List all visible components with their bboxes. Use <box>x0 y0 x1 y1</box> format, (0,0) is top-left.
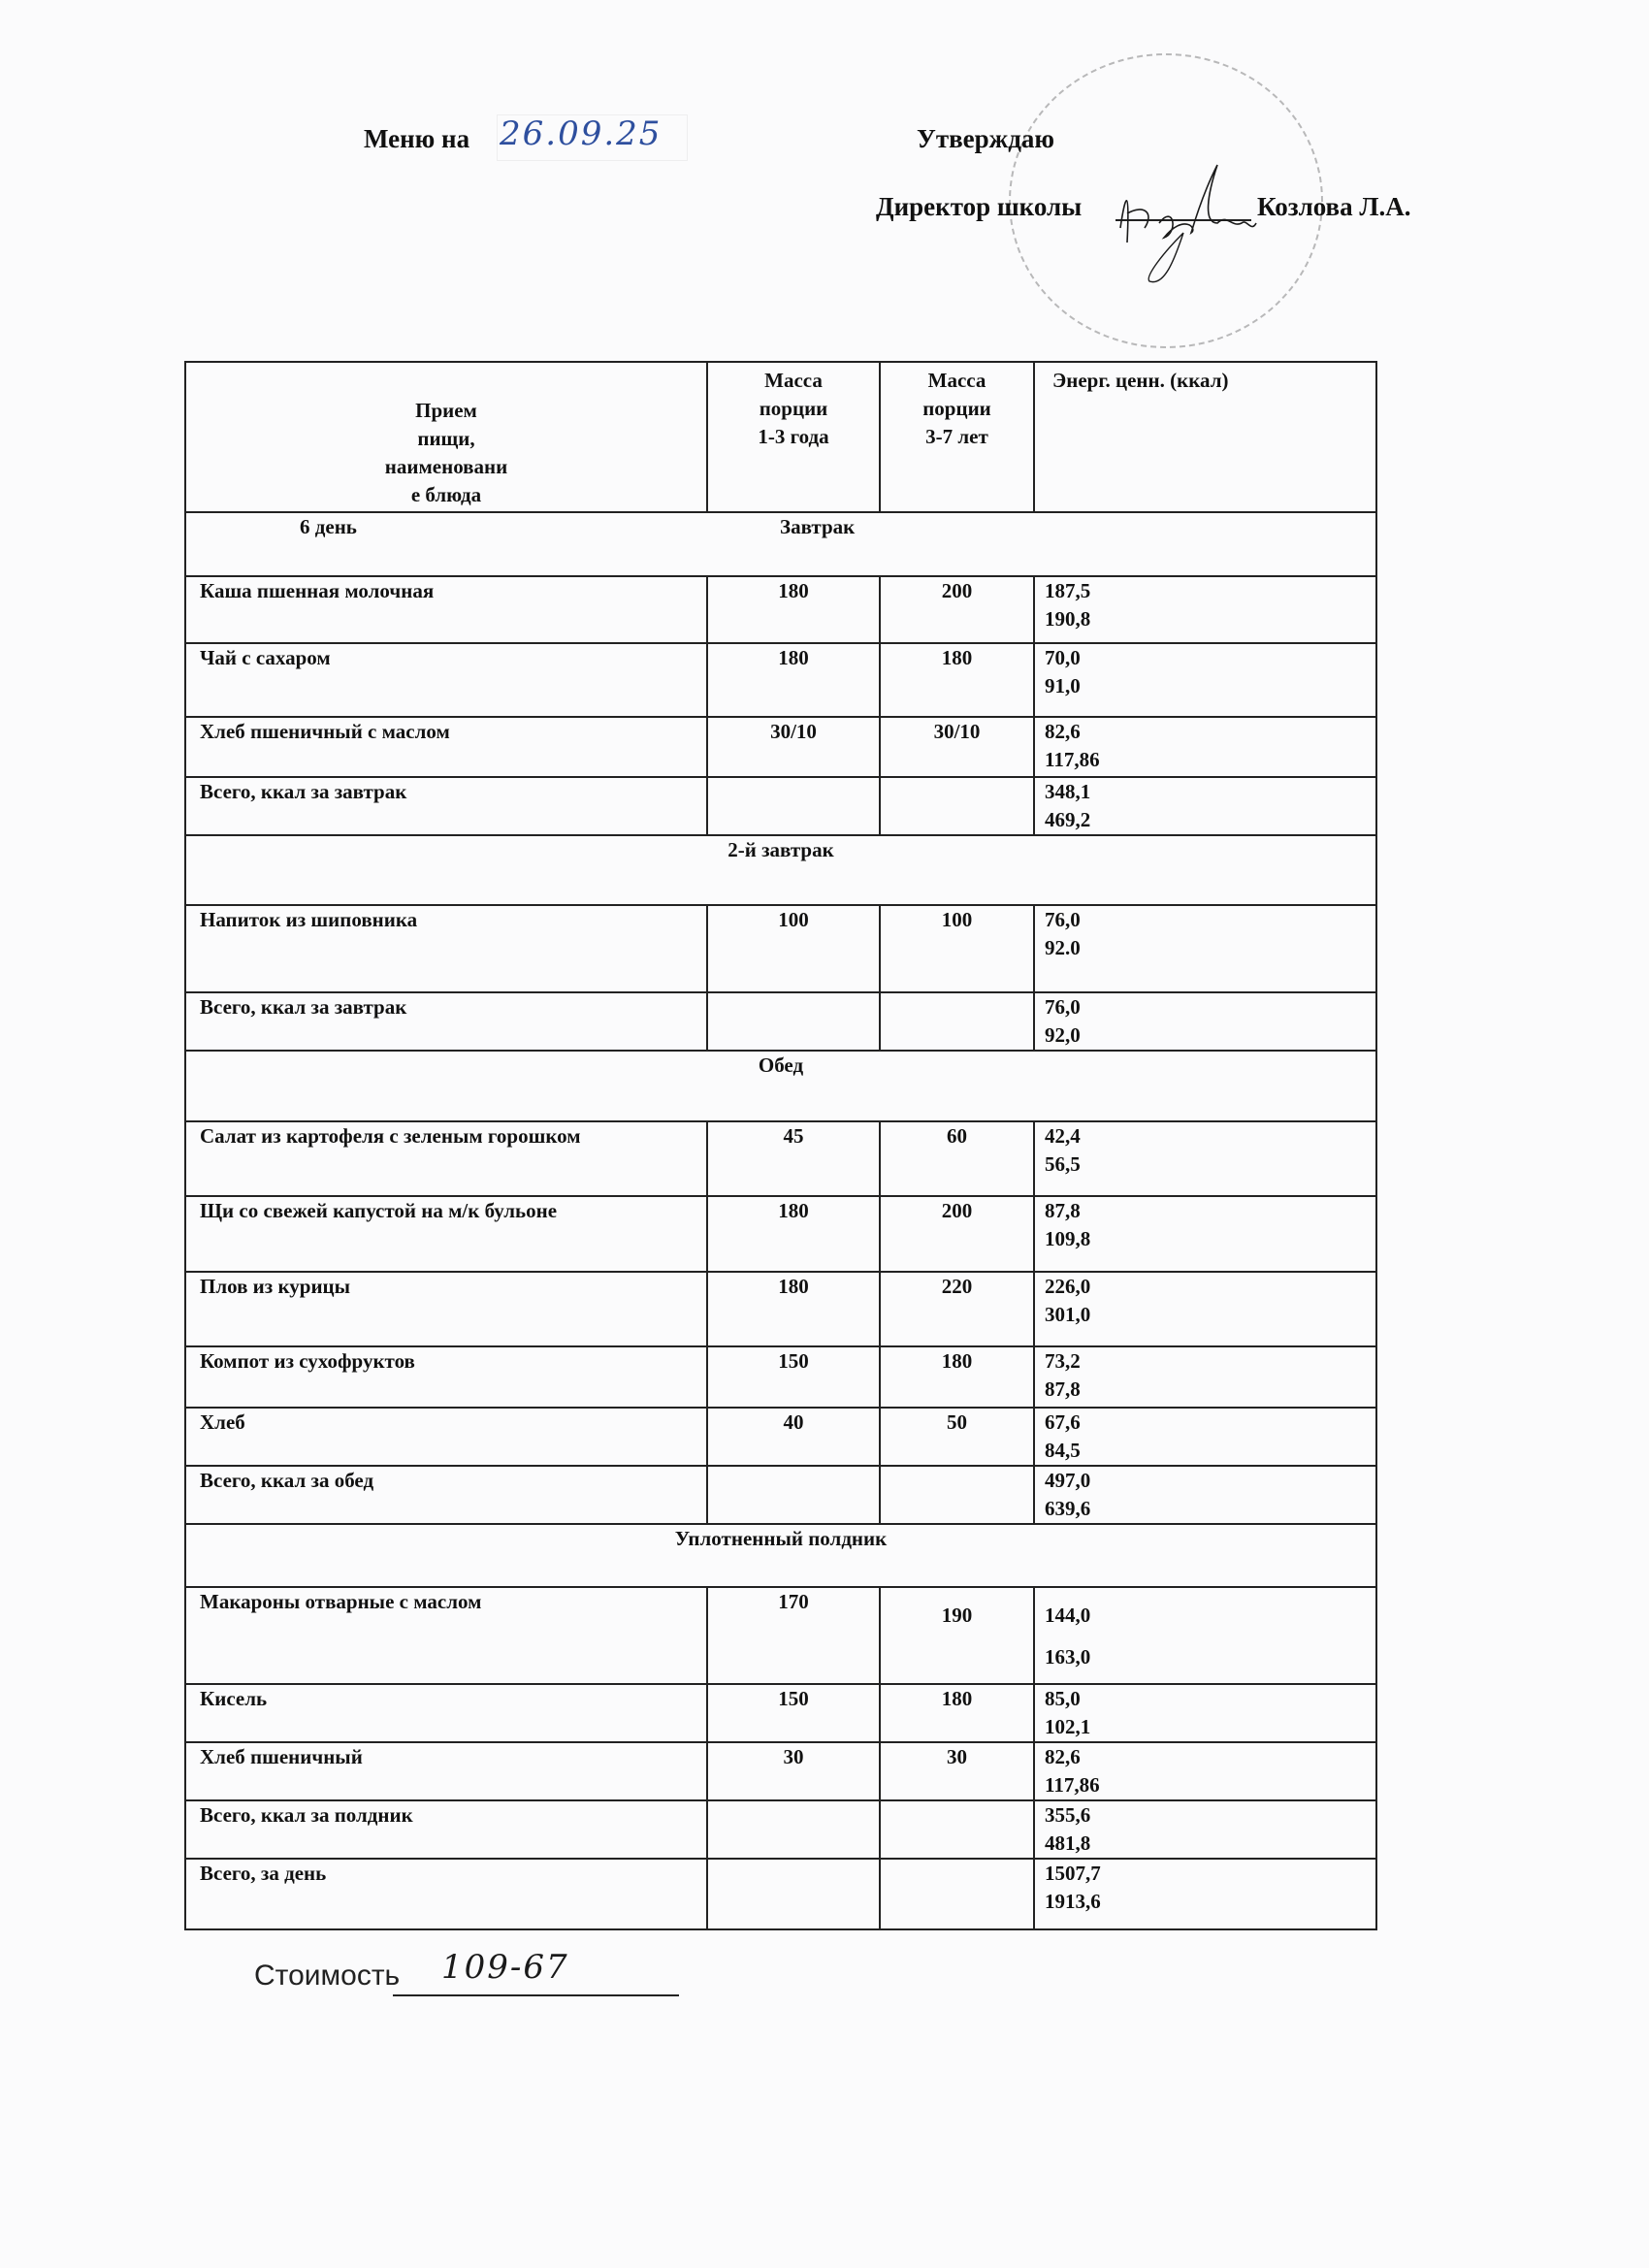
header-mass-3-7 <box>880 362 1034 512</box>
mass-3-7 <box>880 717 1034 777</box>
mass-3-7 <box>880 1859 1034 1929</box>
mass-1-3 <box>707 1742 880 1800</box>
energy <box>1034 576 1376 643</box>
energy <box>1034 717 1376 777</box>
mass-1-3-value: 30 <box>783 1745 804 1768</box>
header-line: порции <box>922 397 991 420</box>
section-row <box>185 835 1376 905</box>
section-row <box>185 1524 1376 1587</box>
header-name-line: наименовани <box>384 455 508 478</box>
energy <box>1034 1121 1376 1196</box>
mass-3-7 <box>880 777 1034 835</box>
mass-1-3 <box>707 1272 880 1346</box>
table-row <box>185 1587 1376 1684</box>
energy-value: 348,1 <box>1045 780 1091 803</box>
table-row <box>185 1684 1376 1742</box>
energy-value: 73,2 <box>1045 1349 1081 1373</box>
mass-3-7 <box>880 1121 1034 1196</box>
section-title: Уплотненный полдник <box>674 1527 888 1550</box>
section-cell <box>185 1051 1376 1121</box>
energy-value: 144,0 <box>1045 1604 1091 1627</box>
mass-1-3-value: 40 <box>783 1410 804 1434</box>
mass-3-7 <box>880 992 1034 1051</box>
mass-1-3-value: 150 <box>778 1349 809 1373</box>
energy-value: 301,0 <box>1045 1303 1091 1326</box>
header-line: порции <box>759 397 828 420</box>
header-energy-label: Энерг. ценн. (ккал) <box>1052 369 1229 392</box>
header-name-line: пищи, <box>417 427 475 450</box>
energy <box>1034 1346 1376 1408</box>
section-title: 2-й завтрак <box>728 838 834 861</box>
header-name-line: е блюда <box>410 483 482 506</box>
energy-value: 76,0 <box>1045 995 1081 1019</box>
dish-name <box>185 1800 707 1859</box>
energy <box>1034 1272 1376 1346</box>
dish-name <box>185 1742 707 1800</box>
section-cell <box>185 512 1376 576</box>
date-field-box <box>497 114 688 161</box>
dish-name <box>185 643 707 717</box>
mass-1-3-value: 180 <box>778 1199 809 1222</box>
mass-3-7-value: 180 <box>941 1349 973 1373</box>
dish-name-value: Всего, ккал за завтрак <box>200 780 407 803</box>
energy <box>1034 992 1376 1051</box>
dish-name <box>185 1859 707 1929</box>
energy-value: 639,6 <box>1045 1497 1091 1520</box>
energy <box>1034 1684 1376 1742</box>
energy-value: 42,4 <box>1045 1124 1081 1148</box>
mass-3-7 <box>880 1742 1034 1800</box>
mass-1-3 <box>707 1800 880 1859</box>
mass-3-7 <box>880 1196 1034 1272</box>
dish-name <box>185 1196 707 1272</box>
director-signature <box>1106 155 1271 291</box>
energy-value: 92,0 <box>1045 1023 1081 1047</box>
header-line: 1-3 года <box>758 425 829 448</box>
cost-value: 109-67 <box>441 1948 569 1987</box>
table-row <box>185 777 1376 835</box>
header-line: Масса <box>927 369 986 392</box>
mass-1-3 <box>707 1346 880 1408</box>
energy-value: 56,5 <box>1045 1152 1081 1176</box>
mass-1-3 <box>707 1859 880 1929</box>
header-line: 3-7 лет <box>925 425 988 448</box>
dish-name-value: Плов из курицы <box>200 1275 351 1298</box>
dish-name <box>185 905 707 992</box>
dish-name-value: Чай с сахаром <box>200 646 331 669</box>
table-row <box>185 1346 1376 1408</box>
dish-name <box>185 576 707 643</box>
mass-3-7-value: 30 <box>947 1745 967 1768</box>
mass-1-3 <box>707 717 880 777</box>
energy-value: 87,8 <box>1045 1377 1081 1401</box>
dish-name-value: Салат из картофеля с зеленым горошком <box>200 1124 581 1148</box>
mass-3-7-value: 50 <box>947 1410 967 1434</box>
energy <box>1034 1466 1376 1524</box>
mass-1-3 <box>707 905 880 992</box>
mass-3-7-value: 220 <box>941 1275 973 1298</box>
menu-date: 26.09.25 <box>500 114 663 153</box>
mass-1-3 <box>707 992 880 1051</box>
menu-table <box>184 361 1377 1930</box>
dish-name <box>185 1466 707 1524</box>
energy-value: 190,8 <box>1045 607 1091 631</box>
table-row <box>185 643 1376 717</box>
mass-3-7-value: 100 <box>941 908 973 931</box>
mass-1-3 <box>707 576 880 643</box>
table-row <box>185 1196 1376 1272</box>
director-label: Директор школы <box>876 192 1083 221</box>
cost-label: Стоимость <box>254 1960 401 1992</box>
header-mass-1-3 <box>707 362 880 512</box>
mass-3-7 <box>880 1684 1034 1742</box>
dish-name-value: Всего, за день <box>200 1862 327 1885</box>
header-energy <box>1034 362 1376 512</box>
mass-1-3-value: 30/10 <box>770 720 817 743</box>
mass-3-7-value: 200 <box>941 579 973 602</box>
day-label: 6 день <box>300 515 357 538</box>
table-row <box>185 1859 1376 1929</box>
dish-name <box>185 992 707 1051</box>
energy <box>1034 643 1376 717</box>
mass-3-7 <box>880 1587 1034 1684</box>
mass-3-7 <box>880 1346 1034 1408</box>
table-row <box>185 905 1376 992</box>
energy-value: 226,0 <box>1045 1275 1091 1298</box>
mass-1-3 <box>707 1684 880 1742</box>
section-cell <box>185 835 1376 905</box>
energy-value: 117,86 <box>1045 1773 1100 1797</box>
energy <box>1034 1408 1376 1466</box>
energy <box>1034 1196 1376 1272</box>
mass-1-3 <box>707 1466 880 1524</box>
mass-3-7-value: 180 <box>941 646 973 669</box>
mass-1-3 <box>707 643 880 717</box>
energy <box>1034 1587 1376 1684</box>
table-row <box>185 1272 1376 1346</box>
dish-name <box>185 1346 707 1408</box>
dish-name-value: Всего, ккал за полдник <box>200 1803 413 1827</box>
table-row <box>185 1800 1376 1859</box>
mass-3-7 <box>880 643 1034 717</box>
mass-1-3 <box>707 1408 880 1466</box>
dish-name <box>185 717 707 777</box>
dish-name-value: Хлеб пшеничный с маслом <box>200 720 450 743</box>
dish-name-value: Щи со свежей капустой на м/к бульоне <box>200 1199 558 1222</box>
approve-label: Утверждаю <box>917 124 1055 153</box>
table-row <box>185 992 1376 1051</box>
mass-1-3 <box>707 1121 880 1196</box>
dish-name-value: Всего, ккал за завтрак <box>200 995 407 1019</box>
mass-3-7-value: 60 <box>947 1124 967 1148</box>
energy-value: 102,1 <box>1045 1715 1091 1738</box>
energy-value: 82,6 <box>1045 720 1081 743</box>
energy-value: 84,5 <box>1045 1439 1081 1462</box>
header-line: Масса <box>764 369 823 392</box>
dish-name <box>185 1408 707 1466</box>
mass-3-7 <box>880 1466 1034 1524</box>
table-row <box>185 717 1376 777</box>
dish-name-value: Напиток из шиповника <box>200 908 418 931</box>
energy-value: 87,8 <box>1045 1199 1081 1222</box>
energy-value: 67,6 <box>1045 1410 1081 1434</box>
energy <box>1034 777 1376 835</box>
mass-1-3-value: 180 <box>778 1275 809 1298</box>
energy-value: 70,0 <box>1045 646 1081 669</box>
table-header-row <box>185 362 1376 512</box>
mass-1-3 <box>707 1587 880 1684</box>
section-title: Обед <box>758 1053 804 1077</box>
mass-1-3-value: 45 <box>783 1124 804 1148</box>
section-row <box>185 1051 1376 1121</box>
mass-3-7-value: 180 <box>941 1687 973 1710</box>
table-row <box>185 1121 1376 1196</box>
energy-value: 469,2 <box>1045 808 1091 831</box>
mass-3-7 <box>880 905 1034 992</box>
mass-1-3-value: 150 <box>778 1687 809 1710</box>
dish-name <box>185 1684 707 1742</box>
mass-3-7 <box>880 1800 1034 1859</box>
mass-1-3 <box>707 1196 880 1272</box>
table-row <box>185 576 1376 643</box>
menu-label: Меню на <box>364 124 470 153</box>
mass-3-7-value: 30/10 <box>933 720 981 743</box>
energy <box>1034 1742 1376 1800</box>
mass-1-3-value: 180 <box>778 579 809 602</box>
table-row <box>185 1742 1376 1800</box>
header-name <box>185 362 707 512</box>
energy-value: 1913,6 <box>1045 1890 1101 1913</box>
section-cell <box>185 1524 1376 1587</box>
energy-value: 76,0 <box>1045 908 1081 931</box>
mass-3-7-value: 200 <box>941 1199 973 1222</box>
mass-3-7 <box>880 1272 1034 1346</box>
energy-value: 355,6 <box>1045 1803 1091 1827</box>
mass-3-7 <box>880 1408 1034 1466</box>
section-title: Завтрак <box>780 515 856 538</box>
energy <box>1034 1859 1376 1929</box>
energy-value: 92.0 <box>1045 936 1081 959</box>
dish-name-value: Макароны отварные с маслом <box>200 1590 482 1613</box>
energy <box>1034 1800 1376 1859</box>
energy-value: 85,0 <box>1045 1687 1081 1710</box>
energy-value: 91,0 <box>1045 674 1081 697</box>
energy-value: 1507,7 <box>1045 1862 1101 1885</box>
dish-name <box>185 777 707 835</box>
dish-name <box>185 1272 707 1346</box>
dish-name-value: Всего, ккал за обед <box>200 1469 374 1492</box>
mass-3-7 <box>880 576 1034 643</box>
mass-1-3-value: 100 <box>778 908 809 931</box>
dish-name-value: Хлеб пшеничный <box>200 1745 363 1768</box>
mass-1-3-value: 170 <box>778 1590 809 1613</box>
mass-1-3 <box>707 777 880 835</box>
director-name: Козлова Л.А. <box>1257 192 1411 221</box>
energy-value: 163,0 <box>1045 1645 1091 1669</box>
section-row <box>185 512 1376 576</box>
header-name-line: Прием <box>415 399 477 422</box>
energy-value: 117,86 <box>1045 748 1100 771</box>
mass-1-3-value: 180 <box>778 646 809 669</box>
dish-name <box>185 1121 707 1196</box>
energy <box>1034 905 1376 992</box>
energy-value: 109,8 <box>1045 1227 1091 1250</box>
table-row <box>185 1466 1376 1524</box>
mass-3-7-value: 190 <box>941 1604 973 1627</box>
dish-name-value: Кисель <box>200 1687 268 1710</box>
energy-value: 187,5 <box>1045 579 1091 602</box>
energy-value: 481,8 <box>1045 1831 1091 1855</box>
dish-name <box>185 1587 707 1684</box>
dish-name-value: Хлеб <box>200 1410 245 1434</box>
energy-value: 82,6 <box>1045 1745 1081 1768</box>
cost-line <box>393 1994 679 1996</box>
table-row <box>185 1408 1376 1466</box>
dish-name-value: Каша пшенная молочная <box>200 579 435 602</box>
energy-value: 497,0 <box>1045 1469 1091 1492</box>
dish-name-value: Компот из сухофруктов <box>200 1349 415 1373</box>
